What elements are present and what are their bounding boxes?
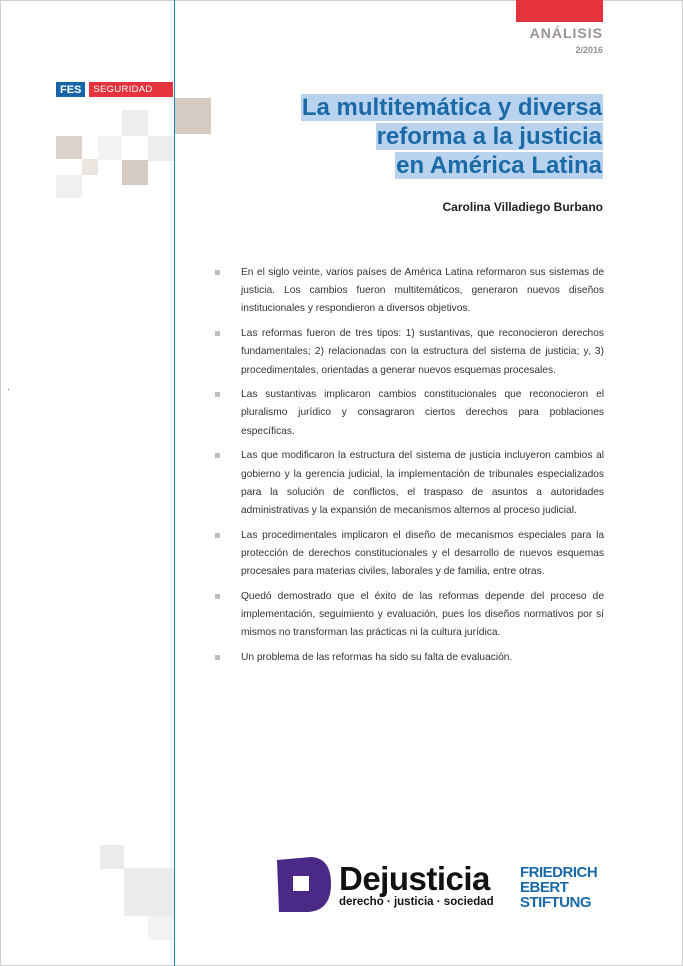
decor-square (124, 868, 174, 916)
bullet-square-icon (215, 331, 220, 336)
title-line: reforma a la justicia (376, 123, 602, 150)
section-label: SEGURIDAD (89, 82, 173, 97)
decor-square (82, 159, 98, 175)
decor-square (148, 916, 174, 940)
bullet-square-icon (215, 594, 220, 599)
list-item-text: Las procedimentales implicaron el diseño de mecanismos especiales para la protección de derechos constitucionales y el desarrollo de nuevos esquemas procesales para materias civiles, laborales y de familia, entre otras. (241, 529, 604, 578)
decor-square (122, 110, 148, 136)
list-item (214, 264, 604, 319)
dejusticia-logo (273, 856, 494, 913)
header-red-bar (516, 0, 603, 22)
dejusticia-mark-icon (273, 856, 333, 913)
section-banner (56, 82, 173, 97)
dejusticia-wordmark (339, 859, 494, 908)
decor-square (148, 136, 174, 161)
fes-brand: FES (56, 82, 85, 97)
list-item (214, 588, 604, 643)
list-item-text: En el siglo veinte, varios países de América Latina reformaron sus sistemas de justicia. Los cambios fueron multitemáticos, generaron nuevos diseños institucionales y respondieron a diversos objetivos. (241, 267, 604, 315)
title-line: La multitemática y diversa (301, 94, 602, 121)
bullet-square-icon (215, 270, 220, 275)
list-item (214, 649, 604, 667)
bullet-square-icon (215, 453, 220, 458)
list-item (214, 527, 604, 582)
logo-line: STIFTUNG (520, 894, 591, 911)
margin-rule (174, 0, 175, 966)
logo-line: FRIEDRICH (520, 864, 598, 881)
bullet-square-icon (215, 655, 220, 660)
dejusticia-tagline: derecho · justicia · sociedad (339, 895, 494, 908)
bullet-square-icon (215, 533, 220, 538)
decor-square (122, 160, 148, 185)
list-item-text: Quedó demostrado que el éxito de las reformas depende del proceso de implementación, seguimiento y evaluación, pues los diseños normativos por sí mismos no transforman las prácticas ni la cultura jurídica. (241, 590, 604, 639)
list-item-text: Un problema de las reformas ha sido su falta de evaluación. (241, 651, 513, 663)
list-item-text: Las reformas fueron de tres tipos: 1) sustantivas, que reconocieron derechos fundamentales; 2) relacionadas con la estructura del sistema de justicia; y, 3) procedimentales, orientadas a generar nuevos esquemas procesales. (241, 328, 604, 376)
decor-square (98, 136, 122, 160)
friedrich-ebert-logo (520, 865, 597, 910)
list-item (214, 386, 604, 441)
bullet-square-icon (215, 392, 220, 397)
issue-number: 2/2016 (575, 45, 603, 55)
list-item (214, 447, 604, 520)
decor-square (56, 175, 82, 198)
document-title (301, 93, 603, 180)
decor-square (56, 136, 82, 159)
series-label: ANÁLISIS (529, 25, 603, 41)
decor-square (175, 98, 211, 134)
list-item (214, 325, 604, 380)
decor-square (100, 845, 124, 869)
author-name: Carolina Villadiego Burbano (442, 200, 603, 214)
margin-dot (8, 389, 9, 390)
title-line: en América Latina (396, 152, 602, 179)
logo-line: EBERT (520, 879, 569, 896)
list-item-text: Las sustantivas implicaron cambios constitucionales que reconocieron el pluralismo jurídico y consagraron ciertos derechos para poblaciones específicas. (241, 389, 604, 437)
list-item-text: Las que modificaron la estructura del sistema de justicia incluyeron cambios al gobierno y la gerencia judicial, la implementación de tribunales especializados para la solución de conflictos, el traspaso de asuntos a autoridades administrativas y la expansión de mecanismos alternos al proceso judicial. (241, 450, 604, 516)
dejusticia-name: Dejusticia (339, 859, 490, 897)
key-points-list (214, 264, 604, 674)
